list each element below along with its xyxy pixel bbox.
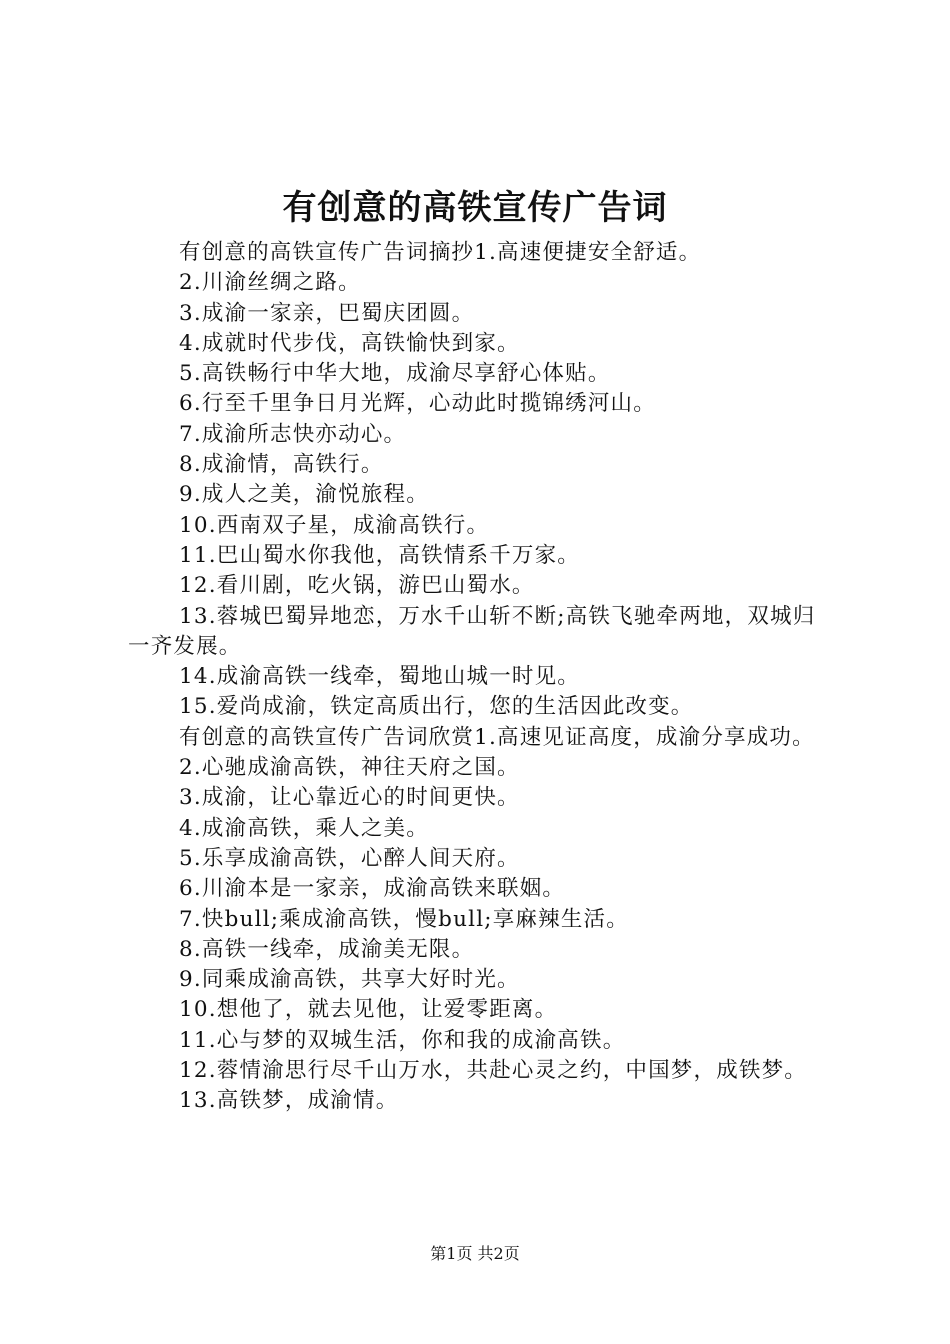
paragraph: 9.同乘成渝高铁，共享大好时光。 [179, 967, 520, 993]
paragraph: 5.高铁畅行中华大地，成渝尽享舒心体贴。 [179, 361, 611, 387]
paragraph: 9.成人之美，渝悦旅程。 [179, 482, 429, 508]
paragraph: 10.西南双子星，成渝高铁行。 [179, 512, 490, 538]
paragraph: 6.行至千里争日月光辉，心动此时揽锦绣河山。 [179, 391, 656, 417]
paragraph: 3.成渝一家亲，巴蜀庆团圆。 [179, 300, 475, 326]
page-number-footer: 第1页 共2页 [430, 1244, 520, 1263]
paragraph: 12.看川剧，吃火锅，游巴山蜀水。 [179, 573, 535, 599]
paragraph: 7.快bull;乘成渝高铁，慢bull;享麻辣生活。 [179, 906, 629, 932]
paragraph: 8.成渝情，高铁行。 [179, 452, 384, 478]
paragraph: 有创意的高铁宣传广告词欣赏1.高速见证高度，成渝分享成功。 [179, 724, 815, 750]
paragraph: 14.成渝高铁一线牵，蜀地山城一时见。 [179, 664, 580, 690]
document-title: 有创意的高铁宣传广告词 [282, 188, 668, 228]
paragraph: 15.爱尚成渝，铁定高质出行，您的生活因此改变。 [179, 694, 694, 720]
paragraph: 4.成就时代步伐，高铁愉快到家。 [179, 330, 520, 356]
paragraph: 6.川渝本是一家亲，成渝高铁来联姻。 [179, 876, 566, 902]
paragraph: 11.心与梦的双城生活，你和我的成渝高铁。 [179, 1027, 626, 1053]
paragraph: 12.蓉情渝思行尽千山万水，共赴心灵之约，中国梦，成铁梦。 [179, 1058, 807, 1084]
paragraph: 13.高铁梦，成渝情。 [179, 1088, 399, 1114]
paragraph: 8.高铁一线牵，成渝美无限。 [179, 936, 475, 962]
document-body [128, 238, 828, 1117]
paragraph: 11.巴山蜀水你我他，高铁情系千万家。 [179, 542, 580, 568]
paragraph: 5.乐享成渝高铁，心醉人间天府。 [179, 845, 520, 871]
paragraph: 7.成渝所志快亦动心。 [179, 421, 407, 447]
paragraph: 10.想他了，就去见他，让爱零距离。 [179, 997, 558, 1023]
paragraph: 4.成渝高铁，乘人之美。 [179, 815, 429, 841]
paragraph: 有创意的高铁宣传广告词摘抄1.高速便捷安全舒适。 [179, 240, 702, 265]
paragraph: 3.成渝，让心靠近心的时间更快。 [179, 785, 520, 811]
paragraph: 13.蓉城巴蜀异地恋，万水千山斩不断;高铁飞驰牵两地，双城归一齐发展。 [128, 603, 816, 659]
paragraph: 2.心驰成渝高铁，神往天府之国。 [179, 755, 520, 781]
paragraph: 2.川渝丝绸之路。 [179, 270, 361, 296]
